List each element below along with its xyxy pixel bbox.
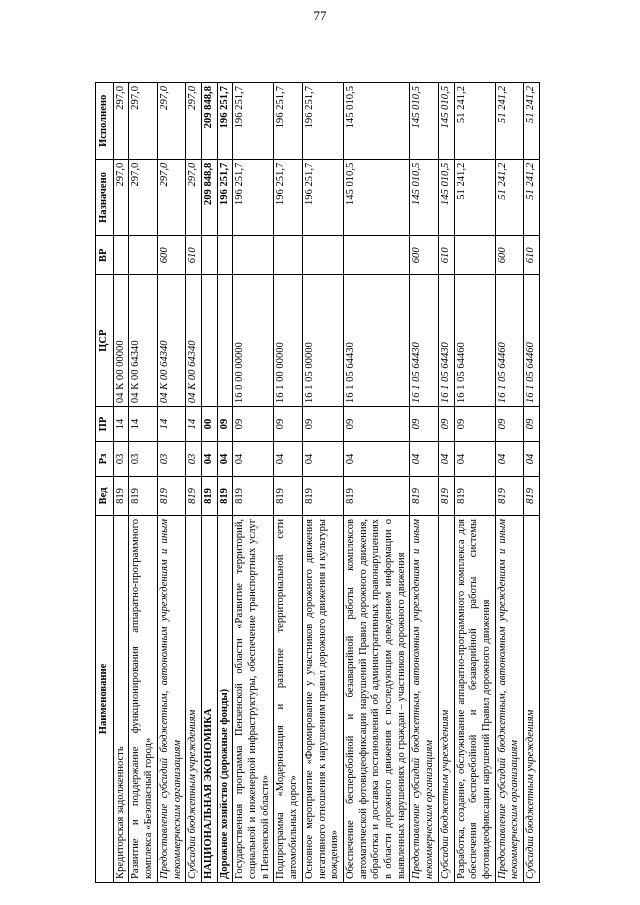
row-name: Подпрограмма «Модернизация и развитие территориальной сети автомобильных дорог» <box>274 515 302 882</box>
row-vr <box>454 236 495 275</box>
row-ved: 819 <box>454 476 495 515</box>
row-assigned: 297,0 <box>113 159 129 236</box>
row-ved: 819 <box>495 476 523 515</box>
row-vr: 600 <box>495 236 523 275</box>
row-executed: 196 251,7 <box>302 83 343 160</box>
table-row <box>495 83 523 883</box>
header-executed: Исполнено <box>96 83 114 160</box>
row-assigned: 51 241,2 <box>454 159 495 236</box>
row-executed: 297,0 <box>186 83 202 160</box>
row-assigned: 196 251,7 <box>217 159 233 236</box>
row-assigned: 145 010,5 <box>343 159 410 236</box>
row-vr <box>129 236 157 275</box>
row-name: Субсидии бюджетным учреждениям <box>524 515 540 882</box>
row-vr <box>302 236 343 275</box>
budget-table <box>95 82 540 883</box>
row-csr: 16 1 05 64460 <box>524 275 540 407</box>
row-executed: 51 241,2 <box>495 83 523 160</box>
header-pr: ПР <box>96 407 114 442</box>
row-csr: 04 К 00 00000 <box>113 275 129 407</box>
row-pr: 00 <box>201 407 217 442</box>
row-assigned: 297,0 <box>129 159 157 236</box>
row-assigned: 51 241,2 <box>495 159 523 236</box>
row-rz: 04 <box>302 442 343 477</box>
row-vr <box>233 236 274 275</box>
row-pr: 09 <box>524 407 540 442</box>
row-rz: 04 <box>343 442 410 477</box>
row-rz: 04 <box>233 442 274 477</box>
table-row <box>274 83 302 883</box>
row-pr: 14 <box>113 407 129 442</box>
row-assigned: 209 848,8 <box>201 159 217 236</box>
row-pr: 09 <box>454 407 495 442</box>
row-pr: 14 <box>157 407 185 442</box>
row-pr: 09 <box>302 407 343 442</box>
table-row <box>186 83 202 883</box>
table-row <box>438 83 454 883</box>
row-assigned: 297,0 <box>186 159 202 236</box>
table-row <box>454 83 495 883</box>
row-pr: 14 <box>186 407 202 442</box>
row-executed: 196 251,7 <box>217 83 233 160</box>
header-ved: Вед <box>96 476 114 515</box>
row-executed: 297,0 <box>157 83 185 160</box>
row-pr: 09 <box>217 407 233 442</box>
row-pr: 09 <box>274 407 302 442</box>
row-name: Обеспечение бесперебойной и безаварийной работы комплексов автоматической фотовидеофиксации нарушений Правил дорожного движения, обработка и доставка постановлений об административных правонарушениях в области дорожного движения с последующим доведением информации о выявленных нарушениях до граждан – участников дорожного движения <box>343 515 410 882</box>
row-rz: 03 <box>186 442 202 477</box>
row-executed: 51 241,2 <box>454 83 495 160</box>
row-csr: 16 1 05 64430 <box>343 275 410 407</box>
row-rz: 03 <box>113 442 129 477</box>
table-row <box>233 83 274 883</box>
row-assigned: 196 251,7 <box>274 159 302 236</box>
rotated-table-container <box>95 82 562 883</box>
row-ved: 819 <box>157 476 185 515</box>
row-executed: 51 241,2 <box>524 83 540 160</box>
row-csr: 16 1 05 00000 <box>302 275 343 407</box>
table-row <box>113 83 129 883</box>
row-csr: 16 0 00 00000 <box>233 275 274 407</box>
row-executed: 145 010,5 <box>410 83 438 160</box>
row-vr: 600 <box>410 236 438 275</box>
row-rz: 04 <box>217 442 233 477</box>
row-name: Предоставление субсидий бюджетным, автономным учреждениям и иным некоммерческим организациям <box>157 515 185 882</box>
row-vr <box>113 236 129 275</box>
row-rz: 04 <box>438 442 454 477</box>
row-csr: 16 1 05 64430 <box>438 275 454 407</box>
row-pr: 09 <box>438 407 454 442</box>
row-name: Основное мероприятие «Формирование у участников дорожного движения негативного отношения к нарушениям правил дорожного движения и культуры вождения» <box>302 515 343 882</box>
row-rz: 04 <box>410 442 438 477</box>
row-vr <box>343 236 410 275</box>
row-executed: 196 251,7 <box>274 83 302 160</box>
row-ved: 819 <box>113 476 129 515</box>
row-pr: 09 <box>410 407 438 442</box>
table-row <box>217 83 233 883</box>
row-csr: 04 К 00 64340 <box>129 275 157 407</box>
row-name: Дорожное хозяйство (дорожные фонды) <box>217 515 233 882</box>
table-row <box>410 83 438 883</box>
row-ved: 819 <box>410 476 438 515</box>
row-assigned: 145 010,5 <box>438 159 454 236</box>
row-csr: 04 К 00 64340 <box>186 275 202 407</box>
row-ved: 819 <box>274 476 302 515</box>
row-vr <box>201 236 217 275</box>
row-ved: 819 <box>186 476 202 515</box>
page-number: 77 <box>313 8 327 23</box>
row-name: Кредиторская задолженность <box>113 515 129 882</box>
row-ved: 819 <box>129 476 157 515</box>
row-pr: 09 <box>495 407 523 442</box>
row-vr <box>217 236 233 275</box>
row-ved: 819 <box>524 476 540 515</box>
row-pr: 09 <box>343 407 410 442</box>
row-executed: 297,0 <box>129 83 157 160</box>
row-csr <box>201 275 217 407</box>
row-ved: 819 <box>302 476 343 515</box>
row-csr: 16 1 05 64460 <box>454 275 495 407</box>
row-executed: 196 251,7 <box>233 83 274 160</box>
row-vr: 610 <box>524 236 540 275</box>
row-csr: 16 1 05 64460 <box>495 275 523 407</box>
row-name: Государственная программа Пензенской области «Развитие территорий, социальной и инженерной инфраструктуры, обеспечение транспортных услуг в Пензенской области» <box>233 515 274 882</box>
header-vr: ВР <box>96 236 114 275</box>
row-csr: 16 1 00 00000 <box>274 275 302 407</box>
table-row <box>201 83 217 883</box>
row-assigned: 51 241,2 <box>524 159 540 236</box>
row-name: НАЦИОНАЛЬНАЯ ЭКОНОМИКА <box>201 515 217 882</box>
row-rz: 03 <box>129 442 157 477</box>
row-name: Субсидии бюджетным учреждениям <box>186 515 202 882</box>
row-executed: 297,0 <box>113 83 129 160</box>
row-ved: 819 <box>343 476 410 515</box>
header-assigned: Назначено <box>96 159 114 236</box>
row-name: Развитие и поддержание функционирования аппаратно-программного комплекса «Безопасный город» <box>129 515 157 882</box>
row-vr: 610 <box>438 236 454 275</box>
table-row <box>343 83 410 883</box>
row-csr <box>217 275 233 407</box>
row-csr: 04 К 00 64340 <box>157 275 185 407</box>
row-assigned: 196 251,7 <box>302 159 343 236</box>
row-vr: 610 <box>186 236 202 275</box>
row-rz: 04 <box>454 442 495 477</box>
header-name: Наименование <box>96 515 114 882</box>
row-assigned: 297,0 <box>157 159 185 236</box>
row-csr: 16 1 05 64430 <box>410 275 438 407</box>
row-name: Предоставление субсидий бюджетным, автономным учреждениям и иным некоммерческим организациям <box>410 515 438 882</box>
row-rz: 04 <box>495 442 523 477</box>
table-row <box>302 83 343 883</box>
row-executed: 209 848,8 <box>201 83 217 160</box>
row-pr: 09 <box>233 407 274 442</box>
table-row <box>524 83 540 883</box>
row-ved: 819 <box>438 476 454 515</box>
row-name: Субсидии бюджетным учреждениям <box>438 515 454 882</box>
row-ved: 819 <box>201 476 217 515</box>
row-assigned: 196 251,7 <box>233 159 274 236</box>
row-executed: 145 010,5 <box>438 83 454 160</box>
row-assigned: 145 010,5 <box>410 159 438 236</box>
row-rz: 04 <box>524 442 540 477</box>
table-row <box>157 83 185 883</box>
row-name: Предоставление субсидий бюджетным, автономным учреждениям и иным некоммерческим организациям <box>495 515 523 882</box>
table-header-row <box>96 83 114 883</box>
header-csr: ЦСР <box>96 275 114 407</box>
row-rz: 04 <box>201 442 217 477</box>
table-body <box>113 83 539 883</box>
row-ved: 819 <box>233 476 274 515</box>
row-name: Разработка, создание, обслуживание аппаратно-программного комплекса для обеспечения бесперебойной и безаварийной работы системы фотовидеофиксации нарушений Правил дорожного движения <box>454 515 495 882</box>
table-row <box>129 83 157 883</box>
row-vr <box>274 236 302 275</box>
row-vr: 600 <box>157 236 185 275</box>
row-ved: 819 <box>217 476 233 515</box>
header-rz: Рз <box>96 442 114 477</box>
row-rz: 04 <box>274 442 302 477</box>
row-rz: 03 <box>157 442 185 477</box>
row-executed: 145 010,5 <box>343 83 410 160</box>
row-pr: 14 <box>129 407 157 442</box>
